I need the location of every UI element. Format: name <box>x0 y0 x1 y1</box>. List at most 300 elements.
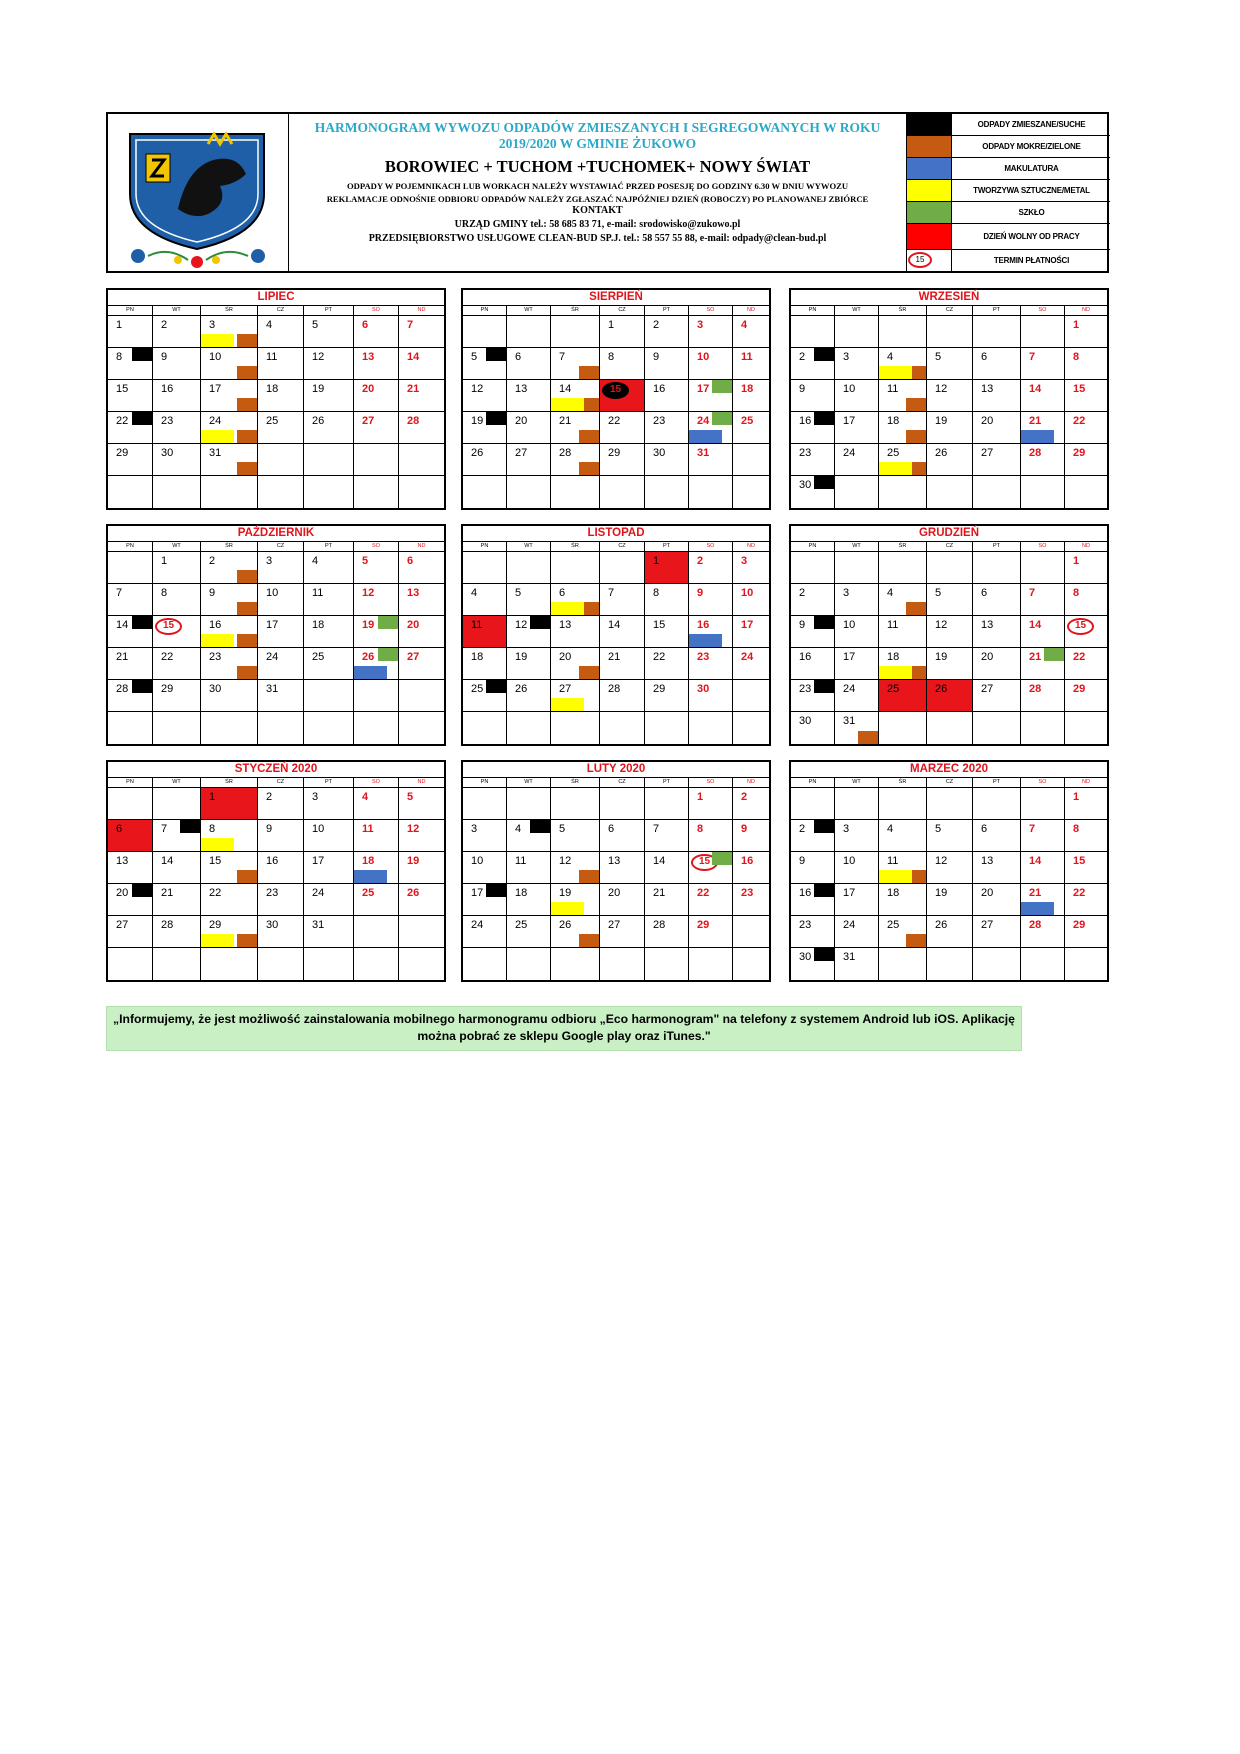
day-cell <box>258 412 304 444</box>
header <box>106 112 1109 273</box>
day-cell <box>733 884 769 916</box>
day-cell <box>463 712 507 744</box>
day-number: 6 <box>515 351 522 363</box>
day-number: 9 <box>799 619 806 631</box>
month-title: MARZEC 2020 <box>791 762 1107 778</box>
mixed-waste-marker <box>530 616 550 629</box>
day-number: 24 <box>209 415 222 427</box>
day-cell <box>645 348 689 380</box>
day-number: 27 <box>515 447 528 459</box>
weekday-label: PT <box>645 778 689 787</box>
month-calendar <box>789 760 1109 982</box>
day-cell <box>354 476 399 508</box>
day-number: 17 <box>843 887 856 899</box>
day-cell <box>108 380 153 412</box>
day-cell <box>1021 380 1065 412</box>
day-cell <box>927 552 973 584</box>
month-calendar <box>106 524 446 746</box>
weekday-label: WT <box>507 306 551 315</box>
day-cell <box>108 476 153 508</box>
mixed-waste-marker <box>132 884 152 897</box>
day-cell <box>507 616 551 648</box>
day-number: 29 <box>653 683 666 695</box>
day-number: 5 <box>935 587 942 599</box>
day-number: 19 <box>312 383 325 395</box>
day-number: 5 <box>362 555 369 567</box>
paper-marker <box>689 634 722 647</box>
weekday-label: ND <box>417 779 426 785</box>
day-cell <box>399 316 444 348</box>
day-cell <box>1021 348 1065 380</box>
day-cell <box>973 884 1021 916</box>
day-cell <box>108 788 153 820</box>
legend-row <box>907 114 1110 136</box>
weekday-label: ŚR <box>201 542 258 551</box>
day-cell <box>108 348 153 380</box>
day-cell <box>354 820 399 852</box>
day-number: 4 <box>515 823 522 835</box>
day-number: 20 <box>981 887 994 899</box>
day-cell <box>551 648 600 680</box>
day-number: 30 <box>799 715 812 727</box>
mixed-waste-marker <box>814 412 834 425</box>
day-cell <box>835 712 879 744</box>
weekday-label: WT <box>153 306 201 315</box>
day-number: 6 <box>559 587 566 599</box>
day-cell <box>507 380 551 412</box>
day-number: 2 <box>266 791 273 803</box>
contact-label: KONTAKT <box>572 205 623 216</box>
day-number: 26 <box>935 683 948 695</box>
day-cell <box>733 648 769 680</box>
day-cell <box>304 444 354 476</box>
day-cell <box>304 948 354 980</box>
bio-waste-marker <box>237 462 257 475</box>
day-cell <box>733 852 769 884</box>
mixed-waste-marker <box>132 680 152 693</box>
day-number: 24 <box>266 651 279 663</box>
day-cell <box>879 788 927 820</box>
day-grid <box>108 788 444 980</box>
bio-waste-marker <box>237 570 257 583</box>
day-cell <box>879 348 927 380</box>
day-cell <box>463 412 507 444</box>
day-number: 12 <box>471 383 484 395</box>
day-number: 7 <box>116 587 123 599</box>
day-number: 13 <box>981 855 994 867</box>
day-cell <box>733 316 769 348</box>
day-cell <box>304 380 354 412</box>
day-cell <box>879 712 927 744</box>
day-cell <box>973 476 1021 508</box>
day-number: 10 <box>697 351 710 363</box>
day-cell <box>927 884 973 916</box>
day-cell <box>108 948 153 980</box>
day-cell <box>108 712 153 744</box>
day-cell <box>689 348 733 380</box>
day-number: 28 <box>653 919 666 931</box>
day-cell <box>108 648 153 680</box>
paper-marker <box>689 430 722 443</box>
day-number: 17 <box>471 887 484 899</box>
day-cell <box>201 820 258 852</box>
day-number: 25 <box>887 447 900 459</box>
day-number: 1 <box>608 319 615 331</box>
day-cell <box>108 412 153 444</box>
month-calendar <box>789 288 1109 510</box>
day-cell <box>201 380 258 412</box>
day-number: 9 <box>799 855 806 867</box>
day-cell <box>927 348 973 380</box>
day-number: 30 <box>209 683 222 695</box>
day-cell <box>1065 948 1107 980</box>
day-cell <box>1065 884 1107 916</box>
bio-waste-marker <box>237 634 257 647</box>
weekday-label: CZ <box>600 778 645 787</box>
bio-waste-marker <box>579 870 599 883</box>
weekday-label: WT <box>835 306 879 315</box>
day-cell <box>645 680 689 712</box>
day-number: 17 <box>741 619 754 631</box>
day-cell <box>108 616 153 648</box>
mixed-waste-marker <box>814 476 834 489</box>
day-number: 15 <box>1073 383 1086 395</box>
day-cell <box>733 348 769 380</box>
day-number: 6 <box>362 319 369 331</box>
day-cell <box>153 444 201 476</box>
day-number: 10 <box>471 855 484 867</box>
day-number: 9 <box>799 383 806 395</box>
day-number: 3 <box>843 587 850 599</box>
day-cell <box>304 552 354 584</box>
day-number: 20 <box>116 887 129 899</box>
day-cell <box>304 412 354 444</box>
day-cell <box>927 412 973 444</box>
day-number: 7 <box>1029 351 1036 363</box>
day-number: 27 <box>407 651 420 663</box>
day-cell <box>927 948 973 980</box>
day-number: 20 <box>515 415 528 427</box>
day-cell <box>201 884 258 916</box>
day-cell <box>791 616 835 648</box>
day-cell <box>551 852 600 884</box>
day-cell <box>463 916 507 948</box>
weekday-header <box>108 306 444 316</box>
day-cell <box>258 316 304 348</box>
weekday-label: PN <box>791 306 835 315</box>
day-cell <box>791 476 835 508</box>
day-cell <box>399 852 444 884</box>
day-cell <box>689 948 733 980</box>
mixed-waste-marker <box>814 616 834 629</box>
weekday-label: CZ <box>258 542 304 551</box>
day-cell <box>600 380 645 412</box>
day-cell <box>354 680 399 712</box>
day-cell <box>689 852 733 884</box>
bio-waste-marker <box>906 398 926 411</box>
day-cell <box>304 852 354 884</box>
weekday-label: ND <box>417 543 426 549</box>
day-cell <box>600 948 645 980</box>
day-cell <box>1065 380 1107 412</box>
day-number: 12 <box>935 855 948 867</box>
bio-waste-marker <box>237 334 257 347</box>
day-number: 17 <box>697 383 710 395</box>
day-cell <box>258 616 304 648</box>
day-number: 30 <box>161 447 174 459</box>
day-cell <box>258 476 304 508</box>
day-cell <box>733 412 769 444</box>
day-cell <box>463 852 507 884</box>
note-complaints: REKLAMACJE ODNOŚNIE ODBIORU ODPADÓW NALEŻY ZGŁASZAĆ NAJPÓŹNIEJ DZIEŃ (ROBOCZY) PO PLANOWANEJ ZBIÓRCE <box>326 194 869 204</box>
day-number: 27 <box>608 919 621 931</box>
day-number: 6 <box>981 351 988 363</box>
day-number: 22 <box>1073 887 1086 899</box>
day-number: 12 <box>312 351 325 363</box>
weekday-label: ŚR <box>201 306 258 315</box>
day-cell <box>258 788 304 820</box>
weekday-label: CZ <box>927 306 973 315</box>
day-number: 7 <box>559 351 566 363</box>
day-number: 11 <box>471 619 483 631</box>
contact-municipality: URZĄD GMINY tel.: 58 685 83 71, e-mail: srodowisko@zukowo.pl <box>454 219 741 230</box>
day-number: 9 <box>266 823 273 835</box>
day-number: 7 <box>161 823 168 835</box>
day-cell <box>463 444 507 476</box>
day-cell <box>507 648 551 680</box>
day-cell <box>835 412 879 444</box>
day-cell <box>507 884 551 916</box>
day-cell <box>108 852 153 884</box>
day-number: 2 <box>799 351 806 363</box>
day-cell <box>879 852 927 884</box>
day-number: 10 <box>843 383 856 395</box>
weekday-label: PT <box>304 778 354 787</box>
day-number: 3 <box>471 823 478 835</box>
day-number: 11 <box>362 823 374 835</box>
day-cell <box>463 316 507 348</box>
day-number: 26 <box>935 447 948 459</box>
day-cell <box>399 380 444 412</box>
day-cell <box>791 380 835 412</box>
mixed-waste-marker <box>814 820 834 833</box>
day-cell <box>201 412 258 444</box>
day-number: 16 <box>799 651 812 663</box>
day-number: 13 <box>515 383 528 395</box>
day-cell <box>689 680 733 712</box>
day-cell <box>645 476 689 508</box>
day-number: 21 <box>161 887 174 899</box>
day-number: 13 <box>608 855 621 867</box>
day-number: 14 <box>1029 855 1042 867</box>
day-cell <box>201 852 258 884</box>
day-number: 24 <box>312 887 325 899</box>
day-number: 29 <box>1073 919 1086 931</box>
day-cell <box>689 412 733 444</box>
day-number: 4 <box>471 587 478 599</box>
day-cell <box>399 916 444 948</box>
day-cell <box>600 616 645 648</box>
day-cell <box>153 712 201 744</box>
plastic-metal-marker <box>879 666 912 679</box>
day-cell <box>507 444 551 476</box>
day-cell <box>973 648 1021 680</box>
day-number: 9 <box>741 823 748 835</box>
day-number: 15 <box>699 856 711 867</box>
day-number: 14 <box>116 619 129 631</box>
day-number: 12 <box>935 383 948 395</box>
day-number: 10 <box>843 855 856 867</box>
day-cell <box>201 648 258 680</box>
day-cell <box>791 584 835 616</box>
day-cell <box>258 648 304 680</box>
day-number: 13 <box>116 855 129 867</box>
day-cell <box>463 348 507 380</box>
day-cell <box>689 788 733 820</box>
day-number: 28 <box>407 415 420 427</box>
day-number: 29 <box>209 919 222 931</box>
day-cell <box>835 584 879 616</box>
day-cell <box>153 552 201 584</box>
day-cell <box>733 380 769 412</box>
day-cell <box>927 444 973 476</box>
day-number: 16 <box>266 855 279 867</box>
legend-row <box>907 250 1110 271</box>
day-number: 31 <box>266 683 279 695</box>
day-cell <box>600 584 645 616</box>
day-number: 11 <box>741 351 753 363</box>
day-cell <box>399 616 444 648</box>
day-number: 11 <box>266 351 278 363</box>
day-cell <box>463 552 507 584</box>
day-number: 5 <box>312 319 319 331</box>
day-cell <box>258 348 304 380</box>
day-number: 29 <box>697 919 710 931</box>
bio-waste-marker <box>858 731 878 744</box>
day-cell <box>1021 852 1065 884</box>
day-cell <box>927 380 973 412</box>
day-number: 29 <box>608 447 621 459</box>
day-number: 24 <box>697 415 710 427</box>
day-cell <box>258 380 304 412</box>
weekday-label: PN <box>108 306 153 315</box>
day-number: 14 <box>653 855 666 867</box>
day-cell <box>973 412 1021 444</box>
day-cell <box>551 380 600 412</box>
day-cell <box>927 712 973 744</box>
day-number: 3 <box>843 823 850 835</box>
day-cell <box>201 948 258 980</box>
day-cell <box>1065 476 1107 508</box>
day-cell <box>1021 552 1065 584</box>
day-number: 19 <box>935 651 948 663</box>
day-grid <box>108 316 444 508</box>
day-number: 5 <box>471 351 478 363</box>
bio-waste-marker <box>579 366 599 379</box>
legend-swatch <box>907 224 952 249</box>
day-number: 2 <box>741 791 748 803</box>
weekday-header <box>108 778 444 788</box>
paper-marker <box>354 870 387 883</box>
day-cell <box>973 348 1021 380</box>
day-cell <box>927 648 973 680</box>
day-number: 30 <box>799 479 812 491</box>
day-number: 27 <box>981 683 994 695</box>
day-cell <box>258 444 304 476</box>
weekday-label: SO <box>1021 542 1065 551</box>
day-number: 29 <box>116 447 129 459</box>
day-number: 20 <box>981 651 994 663</box>
day-number: 20 <box>407 619 420 631</box>
day-cell <box>1065 680 1107 712</box>
plastic-metal-marker <box>201 430 234 443</box>
day-cell <box>1021 820 1065 852</box>
day-cell <box>304 680 354 712</box>
day-cell <box>463 380 507 412</box>
month-title: GRUDZIEŃ <box>791 526 1107 542</box>
day-cell <box>1021 680 1065 712</box>
day-cell <box>304 348 354 380</box>
mixed-waste-marker <box>132 348 152 361</box>
day-cell <box>879 820 927 852</box>
day-number: 14 <box>1029 619 1042 631</box>
weekday-label: PN <box>108 542 153 551</box>
day-cell <box>973 552 1021 584</box>
weekday-header <box>791 778 1107 788</box>
day-cell <box>108 584 153 616</box>
weekday-label: WT <box>835 542 879 551</box>
day-number: 8 <box>697 823 704 835</box>
day-cell <box>108 316 153 348</box>
weekday-label: ND <box>1082 307 1090 313</box>
day-number: 16 <box>741 855 754 867</box>
day-cell <box>791 444 835 476</box>
day-cell <box>600 916 645 948</box>
plastic-metal-marker <box>551 698 584 711</box>
day-cell <box>463 820 507 852</box>
day-cell <box>733 584 769 616</box>
day-number: 3 <box>209 319 216 331</box>
day-number: 28 <box>116 683 129 695</box>
day-cell <box>153 380 201 412</box>
day-number: 2 <box>799 587 806 599</box>
day-cell <box>551 316 600 348</box>
day-cell <box>354 948 399 980</box>
day-cell <box>600 820 645 852</box>
day-number: 22 <box>116 415 129 427</box>
day-cell <box>973 712 1021 744</box>
day-number: 14 <box>161 855 174 867</box>
bio-waste-marker <box>237 602 257 615</box>
day-number: 25 <box>362 887 375 899</box>
day-cell <box>153 948 201 980</box>
day-cell <box>733 948 769 980</box>
weekday-label: SO <box>689 542 733 551</box>
day-cell <box>153 616 201 648</box>
day-number: 29 <box>161 683 174 695</box>
day-number: 16 <box>799 415 812 427</box>
month-calendar <box>106 760 446 982</box>
weekday-label: CZ <box>927 778 973 787</box>
weekday-label: ŚR <box>551 778 600 787</box>
day-cell <box>399 788 444 820</box>
legend-label: ODPADY ZMIESZANE/SUCHE <box>977 120 1086 129</box>
day-number: 11 <box>515 855 527 867</box>
day-number: 19 <box>559 887 572 899</box>
day-number: 12 <box>407 823 420 835</box>
day-cell <box>551 712 600 744</box>
day-cell <box>733 444 769 476</box>
